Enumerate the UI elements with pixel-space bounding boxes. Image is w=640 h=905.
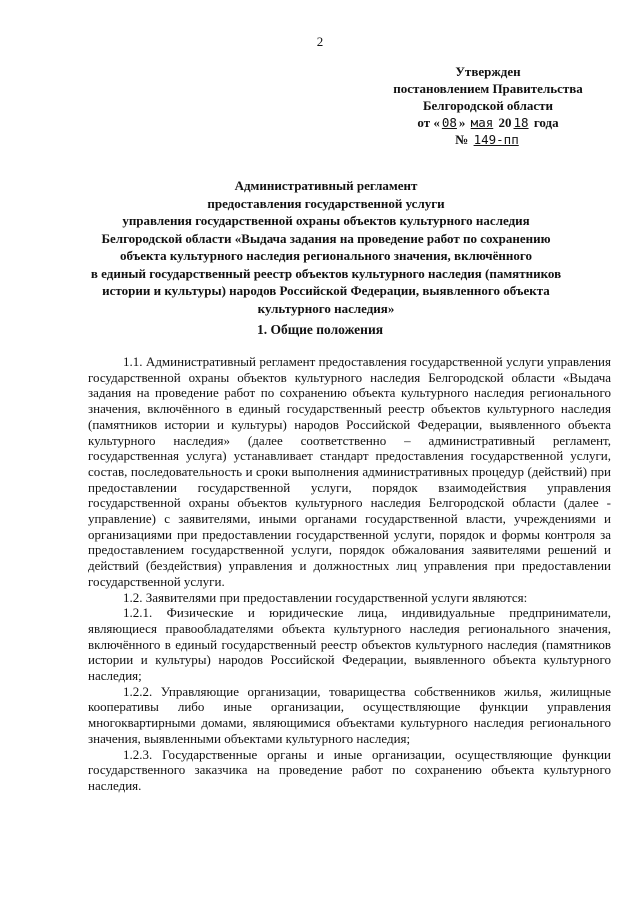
title-line: Белгородской области «Выдача задания на проведение работ по сохранению xyxy=(101,230,551,246)
date-year-prefix: 20 xyxy=(498,115,512,130)
date-day: 08 xyxy=(441,115,457,130)
page-number: 2 xyxy=(316,34,324,49)
document-title xyxy=(80,177,572,317)
section-heading: 1. Общие положения xyxy=(256,322,384,337)
approval-line-resolution: постановлением Правительства xyxy=(393,81,583,96)
approval-number-line xyxy=(372,131,604,148)
title-line: культурного наследия» xyxy=(257,300,395,316)
paragraph-1-2-3: 1.2.3. Государственные органы и иные организации, осуществляющие функции государственного заказчика на проведение работ по сохранению объекта культурного наследия. xyxy=(88,746,611,793)
title-line: в единый государственный реестр объектов культурного наследия (памятников xyxy=(90,265,562,281)
number-value: 149-пп xyxy=(473,132,519,147)
title-line: предоставления государственной услуги xyxy=(207,195,445,211)
approval-date-line xyxy=(372,114,604,131)
date-month: мая xyxy=(470,115,494,130)
approval-line-region: Белгородской области xyxy=(422,98,554,113)
number-prefix: № xyxy=(455,132,469,147)
approval-block xyxy=(372,63,604,148)
title-line: истории и культуры) народов Российской Федерации, выявленного объекта xyxy=(102,283,550,298)
approval-line-approved: Утвержден xyxy=(455,64,521,79)
title-line: управления государственной охраны объектов культурного наследия xyxy=(122,213,530,228)
title-line: объекта культурного наследия регионального значения, включённого xyxy=(120,248,532,263)
paragraph-1-2-2: 1.2.2. Управляющие организации, товарищества собственников жилья, жилищные кооперативы либо иные организации, осуществляющие функции управления многоквартирными домами, являющимися объектами культурного наследия регионального значения, выявленными объектами культурного наследия; xyxy=(88,683,611,746)
paragraph-1-2-1: 1.2.1. Физические и юридические лица, индивидуальные предприниматели, являющиеся правообладателями объекта культурного наследия регионального значения, включённого в единый государственный реестр объектов культурного наследия (памятников истории и культуры) народов Российской Федерации, выявленного объекта культурного наследия; xyxy=(88,605,611,684)
date-suffix: года xyxy=(533,115,559,130)
date-year-suffix: 18 xyxy=(513,115,529,130)
date-quote-close: » xyxy=(458,115,466,130)
paragraph-1-1: 1.1. Административный регламент предоставления государственной услуги управления государственной охраны объектов культурного наследия Белгородской области «Выдача задания на проведение работ по сохранению объекта культурного наследия регионального значения, включённого в единый государственный реестр объектов культурного наследия (памятников истории и культуры) народов Российской Федерации, выявленного объекта культурного наследия» (далее соответственно – административный регламент, государственная услуга) устанавливает стандарт предоставления государственной услуги, состав, последовательность и сроки выполнения административных процедур (действий) при предоставлении государственной услуги, порядок взаимодействия управления государственной охраны объектов культурного наследия Белгородской области (далее - управление) с заявителями, иными органами государственной власти, учреждениями и организациями при предоставлении государственной услуги, порядок и формы контроля за предоставлением государственной услуги, порядок обжалования заявителями решений и действий (бездействия) управления и должностных лиц управления при предоставлении государственной услуги. xyxy=(88,354,611,589)
body-text xyxy=(88,354,611,794)
date-prefix: от « xyxy=(417,115,440,130)
paragraph-1-2: 1.2. Заявителями при предоставлении государственной услуги являются: xyxy=(123,589,528,605)
title-line: Административный регламент xyxy=(234,178,418,193)
